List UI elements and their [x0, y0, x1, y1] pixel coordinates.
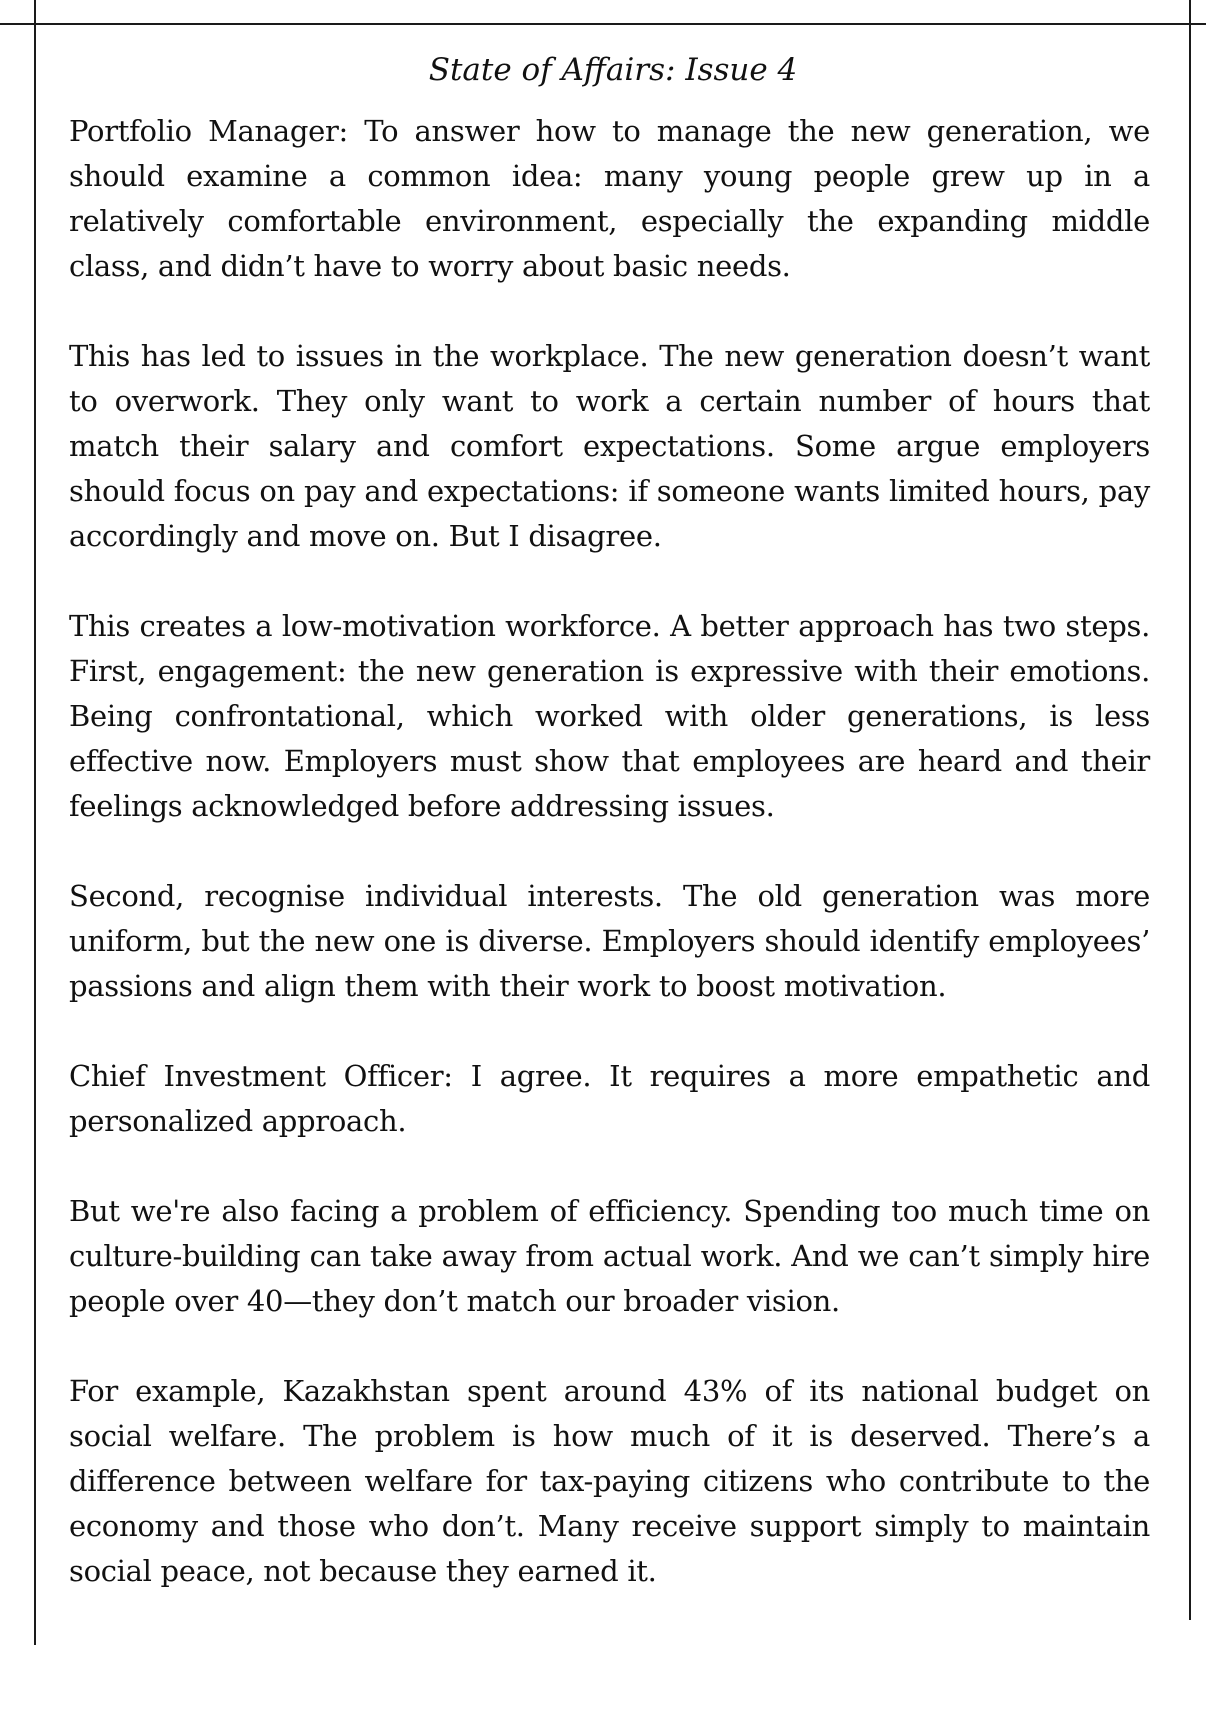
paragraph-individual-interests: Second, recognise individual interests. The old generation was more uniform, but the new one is diverse. Employers should identify employees’ passions and align them with their work to boost motivation.: [69, 879, 1150, 1003]
paragraph-portfolio-manager-intro: Portfolio Manager: To answer how to manage the new generation, we should examine a common idea: many young people grew up in a relatively comfortable environment, especially the expanding middle class, and didn’t have to worry about basic needs.: [69, 114, 1150, 283]
page-frame-top-rule: [0, 23, 1206, 25]
paragraph-engagement: This creates a low-motivation workforce. A better approach has two steps. First, engagement: the new generation is expressive with their emotions. Being confrontational, which worked with older generations, is less effective now. Employers must show that employees are heard and their feelings acknowledged before addressing issues.: [69, 609, 1150, 823]
paragraph-cio-agreement: Chief Investment Officer: I agree. It requires a more empathetic and personalized approach.: [69, 1059, 1150, 1138]
paragraph-workplace-issues: This has led to issues in the workplace. The new generation doesn’t want to overwork. They only want to work a certain number of hours that match their salary and comfort expectations. Some argue employers should focus on pay and expectations: if someone wants limited hours, pay accordingly and move on. But I disagree.: [69, 339, 1150, 553]
paragraph-efficiency: But we're also facing a problem of efficiency. Spending too much time on culture-building can take away from actual work. And we can’t simply hire people over 40—they don’t match our broader vision.: [69, 1194, 1150, 1318]
paragraph-kazakhstan-welfare: For example, Kazakhstan spent around 43% of its national budget on social welfare. The problem is how much of it is deserved. There’s a difference between welfare for tax-paying citizens who contribute to the economy and those who don’t. Many receive support simply to maintain social peace, not because they earned it.: [69, 1374, 1150, 1588]
page-frame-left-rule: [34, 0, 36, 1645]
page-title: State of Affairs: Issue 4: [428, 52, 798, 88]
article-body: [69, 109, 1150, 1639]
page-frame-right-rule: [1189, 0, 1191, 1620]
